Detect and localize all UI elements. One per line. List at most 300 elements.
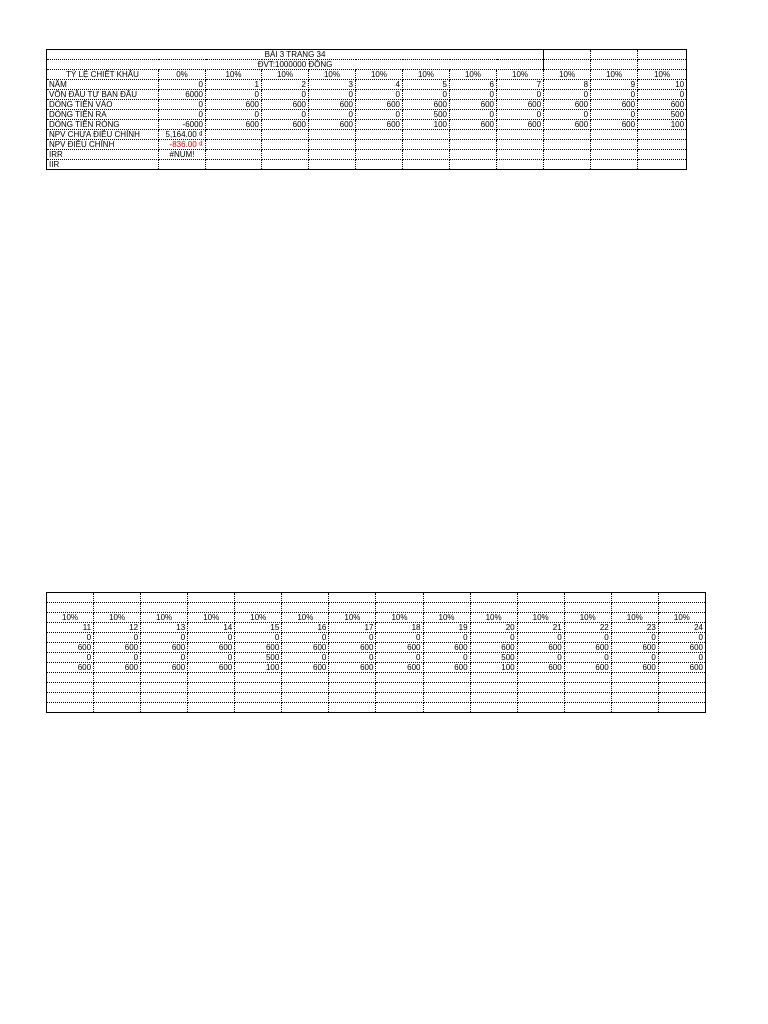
empty-cell[interactable] (470, 703, 517, 713)
table-cell[interactable]: 0 (141, 653, 188, 663)
iir-row (47, 160, 687, 170)
table-cell[interactable]: 600 (376, 643, 423, 653)
year-label[interactable]: NĂM (47, 80, 159, 90)
table-cell[interactable]: 600 (450, 100, 497, 110)
table-cell[interactable]: 600 (564, 663, 611, 673)
empty-cell[interactable] (611, 693, 658, 703)
table-cell[interactable]: 600 (658, 663, 705, 673)
table-cell[interactable]: 0 (611, 653, 658, 663)
empty-cell[interactable] (403, 140, 450, 150)
npv-unadjusted-label[interactable]: NPV CHƯA ĐIỀU CHỈNH (47, 130, 159, 140)
empty-cell[interactable] (282, 603, 329, 613)
table-cell[interactable]: -6000 (159, 120, 206, 130)
empty-cell[interactable] (591, 140, 638, 150)
empty-cell[interactable] (423, 603, 470, 613)
table-cell[interactable]: 600 (309, 120, 356, 130)
table-cell[interactable]: 600 (517, 643, 564, 653)
empty-cell[interactable] (470, 683, 517, 693)
empty-cell[interactable] (470, 673, 517, 683)
table-cell[interactable]: 0 (206, 110, 262, 120)
table-cell[interactable]: 10% (356, 70, 403, 80)
table-cell[interactable]: 600 (611, 663, 658, 673)
empty-cell[interactable] (282, 683, 329, 693)
empty-cell[interactable] (423, 683, 470, 693)
empty-cell[interactable] (329, 693, 376, 703)
empty-cell[interactable] (188, 693, 235, 703)
table-cell[interactable]: 0 (47, 633, 94, 643)
inflow-label[interactable]: DÒNG TIỀN VÀO (47, 100, 159, 110)
title-row (47, 50, 687, 60)
table-cell[interactable]: 600 (329, 643, 376, 653)
empty-cell[interactable] (376, 683, 423, 693)
empty-cell[interactable] (517, 693, 564, 703)
table-cell[interactable]: 6000 (159, 90, 206, 100)
empty-cell[interactable] (450, 140, 497, 150)
table-cell[interactable]: 10 (638, 80, 687, 90)
npv-adjusted-value[interactable]: -836.00 ₫ (159, 140, 206, 150)
table-cell[interactable]: 0 (403, 90, 450, 100)
table-cell[interactable]: 0 (141, 633, 188, 643)
table-cell[interactable]: 500 (235, 653, 282, 663)
empty-cell[interactable] (159, 160, 206, 170)
empty-cell[interactable] (470, 603, 517, 613)
table-cell[interactable]: 0 (94, 653, 141, 663)
table-cell[interactable]: 10% (423, 613, 470, 623)
sheet-title[interactable]: BÀI 3 TRANG 34 (47, 50, 544, 60)
table-cell[interactable]: 0 (591, 90, 638, 100)
empty-cell[interactable] (329, 603, 376, 613)
table-cell[interactable]: 600 (47, 643, 94, 653)
empty-cell[interactable] (309, 150, 356, 160)
table-cell[interactable]: 19 (423, 623, 470, 633)
table-cell[interactable]: 0 (159, 100, 206, 110)
iir-label[interactable]: IIR (47, 160, 159, 170)
table-cell[interactable]: 600 (376, 663, 423, 673)
table-cell[interactable]: 600 (611, 643, 658, 653)
empty-cell[interactable] (376, 593, 423, 603)
table-cell[interactable]: 0 (329, 633, 376, 643)
empty-cell[interactable] (262, 140, 309, 150)
table-cell[interactable]: 600 (403, 100, 450, 110)
empty-cell[interactable] (356, 130, 403, 140)
empty-cell[interactable] (450, 160, 497, 170)
empty-cell[interactable] (235, 593, 282, 603)
table-cell[interactable]: 600 (329, 663, 376, 673)
table-cell[interactable]: 0 (159, 80, 206, 90)
rate-label[interactable]: TỶ LỆ CHIẾT KHẤU (47, 70, 159, 80)
table-cell[interactable]: 0 (423, 653, 470, 663)
npv-unadjusted-value[interactable]: 5,164.00 ₫ (159, 130, 206, 140)
empty-cell[interactable] (611, 703, 658, 713)
empty-cell[interactable] (497, 140, 544, 150)
empty-cell[interactable] (188, 603, 235, 613)
irr-label[interactable]: IRR (47, 150, 159, 160)
table-cell[interactable]: 10% (658, 613, 705, 623)
empty-cell[interactable] (376, 603, 423, 613)
table-cell[interactable]: 500 (638, 110, 687, 120)
table-cell[interactable]: 0 (450, 90, 497, 100)
npv-adjusted-row (47, 140, 687, 150)
table-cell[interactable]: 10% (329, 613, 376, 623)
empty-cell[interactable] (423, 673, 470, 683)
table-cell[interactable]: 9 (591, 80, 638, 90)
table-cell[interactable]: 600 (544, 100, 591, 110)
empty-cell[interactable] (564, 593, 611, 603)
table-cell[interactable]: 600 (423, 663, 470, 673)
net-flow-label[interactable]: DÒNG TIỀN RÒNG (47, 120, 159, 130)
empty-cell[interactable] (638, 130, 687, 140)
empty-cell[interactable] (329, 673, 376, 683)
table-cell[interactable]: 600 (206, 100, 262, 110)
table-cell[interactable]: 100 (235, 663, 282, 673)
empty-cell[interactable] (544, 150, 591, 160)
table-cell[interactable]: 600 (497, 100, 544, 110)
table-cell[interactable]: 0 (262, 110, 309, 120)
table-cell[interactable]: 0 (188, 633, 235, 643)
empty-cell[interactable] (403, 150, 450, 160)
table-cell[interactable]: 6 (450, 80, 497, 90)
table-cell[interactable]: 0 (376, 653, 423, 663)
table-cell[interactable]: 0 (309, 110, 356, 120)
empty-cell[interactable] (94, 673, 141, 683)
irr-value[interactable]: #NUM! (159, 150, 206, 160)
table-row (47, 70, 687, 80)
table-cell[interactable]: 0 (517, 653, 564, 663)
empty-cell[interactable] (423, 593, 470, 603)
empty-cell[interactable] (658, 683, 705, 693)
empty-cell[interactable] (94, 703, 141, 713)
table-cell[interactable]: 0 (470, 633, 517, 643)
table-cell[interactable]: 600 (141, 643, 188, 653)
table-cell[interactable]: 0 (47, 653, 94, 663)
table-cell[interactable]: 10% (141, 613, 188, 623)
table-cell[interactable]: 0 (94, 633, 141, 643)
table-cell[interactable]: 600 (658, 643, 705, 653)
table-cell[interactable]: 1 (206, 80, 262, 90)
table-cell[interactable]: 24 (658, 623, 705, 633)
empty-cell[interactable] (235, 693, 282, 703)
empty-cell[interactable] (544, 140, 591, 150)
table-cell[interactable]: 600 (638, 100, 687, 110)
empty-cell[interactable] (591, 160, 638, 170)
table-cell[interactable]: 10% (611, 613, 658, 623)
empty-cell[interactable] (497, 150, 544, 160)
table-cell[interactable]: 15 (235, 623, 282, 633)
table-cell[interactable]: 600 (470, 643, 517, 653)
empty-cell[interactable] (282, 693, 329, 703)
table-cell[interactable]: 600 (356, 100, 403, 110)
empty-cell[interactable] (564, 693, 611, 703)
table-cell[interactable]: 600 (591, 120, 638, 130)
outflow-label[interactable]: DÒNG TIỀN RA (47, 110, 159, 120)
empty-cell[interactable] (329, 703, 376, 713)
table-cell[interactable]: 10% (47, 613, 94, 623)
empty-cell[interactable] (403, 130, 450, 140)
empty-cell[interactable] (376, 673, 423, 683)
empty-cell[interactable] (356, 150, 403, 160)
empty-cell[interactable] (450, 130, 497, 140)
empty-cell[interactable] (638, 140, 687, 150)
empty-cell[interactable] (141, 673, 188, 683)
table-cell[interactable]: 600 (235, 643, 282, 653)
table-cell[interactable]: 0 (591, 110, 638, 120)
empty-cell[interactable] (611, 673, 658, 683)
empty-cell[interactable] (262, 150, 309, 160)
table-cell[interactable]: 4 (356, 80, 403, 90)
table-row (47, 643, 706, 653)
table-cell[interactable]: 0 (356, 110, 403, 120)
table-cell[interactable]: 10% (376, 613, 423, 623)
empty-cell[interactable] (611, 593, 658, 603)
empty-cell[interactable] (235, 683, 282, 693)
empty-cell[interactable] (470, 593, 517, 603)
empty-cell[interactable] (141, 683, 188, 693)
table-cell[interactable]: 0 (262, 90, 309, 100)
table-cell[interactable]: 0 (544, 110, 591, 120)
table-cell[interactable]: 0 (309, 90, 356, 100)
empty-cell[interactable] (309, 160, 356, 170)
empty-cell[interactable] (376, 703, 423, 713)
empty-cell[interactable] (450, 150, 497, 160)
table-cell[interactable]: 100 (470, 663, 517, 673)
table-cell[interactable]: 0 (658, 653, 705, 663)
empty-cell[interactable] (517, 683, 564, 693)
empty-cell[interactable] (517, 593, 564, 603)
empty-cell[interactable] (423, 703, 470, 713)
table-cell[interactable]: 14 (188, 623, 235, 633)
table-cell[interactable]: 20 (470, 623, 517, 633)
table-cell[interactable]: 22 (564, 623, 611, 633)
empty-cell[interactable] (47, 593, 94, 603)
empty-cell[interactable] (517, 673, 564, 683)
empty-cell[interactable] (544, 160, 591, 170)
empty-cell[interactable] (47, 703, 94, 713)
empty-cell[interactable] (638, 150, 687, 160)
table-cell[interactable]: 0 (376, 633, 423, 643)
empty-cell[interactable] (206, 140, 262, 150)
npv-adjusted-label[interactable]: NPV ĐIỀU CHỈNH (47, 140, 159, 150)
empty-cell[interactable] (94, 593, 141, 603)
empty-cell[interactable] (47, 683, 94, 693)
table-cell[interactable]: 0 (450, 110, 497, 120)
table-cell[interactable]: 10% (309, 70, 356, 80)
empty-cell[interactable] (282, 703, 329, 713)
table-cell[interactable]: 600 (141, 663, 188, 673)
empty-cell[interactable] (235, 703, 282, 713)
table-cell[interactable]: 600 (544, 120, 591, 130)
table-cell[interactable]: 100 (403, 120, 450, 130)
table-cell[interactable]: 0 (423, 633, 470, 643)
table-cell[interactable]: 500 (403, 110, 450, 120)
table-cell[interactable]: 3 (309, 80, 356, 90)
empty-cell[interactable] (564, 603, 611, 613)
table-cell[interactable]: 0 (159, 110, 206, 120)
table-cell[interactable]: 13 (141, 623, 188, 633)
table-cell[interactable]: 600 (564, 643, 611, 653)
empty-cell[interactable] (188, 703, 235, 713)
empty-cell[interactable] (564, 703, 611, 713)
table-cell[interactable]: 600 (94, 663, 141, 673)
table-cell[interactable]: 0 (282, 633, 329, 643)
empty-cell[interactable] (188, 683, 235, 693)
empty-cell[interactable] (206, 150, 262, 160)
table-cell[interactable]: 23 (611, 623, 658, 633)
table-cell[interactable]: 0 (497, 110, 544, 120)
empty-cell[interactable] (235, 603, 282, 613)
empty-cell[interactable] (282, 593, 329, 603)
table-cell[interactable]: 0 (282, 653, 329, 663)
empty-cell[interactable] (94, 683, 141, 693)
empty-cell[interactable] (94, 693, 141, 703)
table-cell[interactable]: 0 (564, 633, 611, 643)
empty-cell[interactable] (544, 130, 591, 140)
table-cell[interactable]: 0 (638, 90, 687, 100)
table-cell[interactable]: 0% (159, 70, 206, 80)
table-cell[interactable]: 8 (544, 80, 591, 90)
empty-cell[interactable] (141, 603, 188, 613)
table-cell[interactable]: 10% (591, 70, 638, 80)
empty-cell[interactable] (423, 693, 470, 703)
table-cell[interactable]: 0 (517, 633, 564, 643)
empty-cell[interactable] (497, 160, 544, 170)
empty-cell[interactable] (470, 693, 517, 703)
empty-cell[interactable] (517, 603, 564, 613)
empty-cell[interactable] (309, 130, 356, 140)
blank-row (47, 673, 706, 683)
table-cell[interactable]: 600 (262, 120, 309, 130)
empty-cell[interactable] (329, 683, 376, 693)
empty-cell[interactable] (564, 683, 611, 693)
unit-label[interactable]: ĐVT:1000000 ĐỒNG (47, 60, 544, 70)
empty-cell[interactable] (658, 673, 705, 683)
table-cell[interactable]: 5 (403, 80, 450, 90)
table-cell[interactable]: 0 (206, 90, 262, 100)
table-cell[interactable]: 10% (497, 70, 544, 80)
table-cell[interactable]: 10% (564, 613, 611, 623)
table-cell[interactable]: 600 (206, 120, 262, 130)
empty-cell[interactable] (658, 593, 705, 603)
npv-table-part-1 (46, 49, 687, 170)
empty-cell[interactable] (611, 683, 658, 693)
empty-cell[interactable] (235, 673, 282, 683)
empty-cell[interactable] (262, 160, 309, 170)
table-cell[interactable]: 0 (658, 633, 705, 643)
empty-cell[interactable] (591, 130, 638, 140)
unit-row (47, 60, 687, 70)
table-cell[interactable]: 21 (517, 623, 564, 633)
table-cell[interactable]: 16 (282, 623, 329, 633)
empty-cell[interactable] (188, 593, 235, 603)
empty-cell[interactable] (517, 703, 564, 713)
empty-cell[interactable] (356, 140, 403, 150)
table-cell[interactable]: 10% (94, 613, 141, 623)
empty-cell[interactable] (564, 673, 611, 683)
empty-cell[interactable] (591, 150, 638, 160)
table-cell[interactable]: 10% (470, 613, 517, 623)
table-cell[interactable]: 10% (517, 613, 564, 623)
empty-cell[interactable] (262, 130, 309, 140)
table-cell[interactable]: 600 (47, 663, 94, 673)
table-cell[interactable]: 600 (497, 120, 544, 130)
table-cell[interactable]: 0 (188, 653, 235, 663)
table-cell[interactable]: 11 (47, 623, 94, 633)
table-cell[interactable]: 0 (329, 653, 376, 663)
empty-cell[interactable] (141, 593, 188, 603)
empty-cell[interactable] (376, 693, 423, 703)
table-cell[interactable]: 12 (94, 623, 141, 633)
empty-cell[interactable] (611, 603, 658, 613)
empty-cell[interactable] (658, 603, 705, 613)
table-cell[interactable]: 0 (356, 90, 403, 100)
table-cell[interactable]: 10% (450, 70, 497, 80)
empty-cell[interactable] (94, 603, 141, 613)
table-cell[interactable]: 18 (376, 623, 423, 633)
empty-cell[interactable] (329, 593, 376, 603)
table-cell[interactable]: 600 (94, 643, 141, 653)
empty-cell[interactable] (206, 160, 262, 170)
empty-cell[interactable] (356, 160, 403, 170)
table-cell[interactable]: 0 (497, 90, 544, 100)
empty-cell[interactable] (188, 673, 235, 683)
table-cell[interactable]: 10% (544, 70, 591, 80)
table-cell[interactable]: 10% (206, 70, 262, 80)
table-cell[interactable]: 10% (262, 70, 309, 80)
table-cell[interactable]: 17 (329, 623, 376, 633)
table-cell[interactable]: 600 (282, 663, 329, 673)
table-cell[interactable]: 500 (470, 653, 517, 663)
empty-cell[interactable] (141, 703, 188, 713)
empty-cell[interactable] (638, 160, 687, 170)
empty-cell[interactable] (658, 693, 705, 703)
table-cell[interactable]: 0 (544, 90, 591, 100)
empty-cell[interactable] (309, 140, 356, 150)
table-cell[interactable]: 0 (564, 653, 611, 663)
empty-cell[interactable] (47, 693, 94, 703)
table-cell[interactable]: 600 (423, 643, 470, 653)
npv-unadjusted-row (47, 130, 687, 140)
table-cell[interactable]: 600 (356, 120, 403, 130)
table-cell[interactable]: 600 (591, 100, 638, 110)
table-cell[interactable]: 10% (403, 70, 450, 80)
empty-cell[interactable] (47, 673, 94, 683)
table-cell[interactable]: 0 (611, 633, 658, 643)
empty-cell[interactable] (658, 703, 705, 713)
table-cell[interactable]: 100 (638, 120, 687, 130)
table-cell[interactable]: 10% (235, 613, 282, 623)
table-cell[interactable]: 0 (235, 633, 282, 643)
table-cell[interactable]: 600 (309, 100, 356, 110)
table-cell[interactable]: 600 (262, 100, 309, 110)
table-cell[interactable]: 600 (450, 120, 497, 130)
empty-cell[interactable] (141, 693, 188, 703)
empty-cell[interactable] (497, 130, 544, 140)
table-row (47, 653, 706, 663)
table-cell[interactable]: 600 (517, 663, 564, 673)
empty-cell[interactable] (403, 160, 450, 170)
table-cell[interactable]: 10% (638, 70, 687, 80)
table-cell[interactable]: 10% (282, 613, 329, 623)
empty-cell[interactable] (206, 130, 262, 140)
table-cell[interactable]: 600 (188, 643, 235, 653)
empty-cell[interactable] (47, 603, 94, 613)
table-cell[interactable]: 10% (188, 613, 235, 623)
table-cell[interactable]: 2 (262, 80, 309, 90)
table-cell[interactable]: 600 (188, 663, 235, 673)
table-cell[interactable]: 7 (497, 80, 544, 90)
investment-label[interactable]: VỐN ĐẦU TƯ BAN ĐẦU (47, 90, 159, 100)
table-cell[interactable]: 600 (282, 643, 329, 653)
empty-cell[interactable] (282, 673, 329, 683)
